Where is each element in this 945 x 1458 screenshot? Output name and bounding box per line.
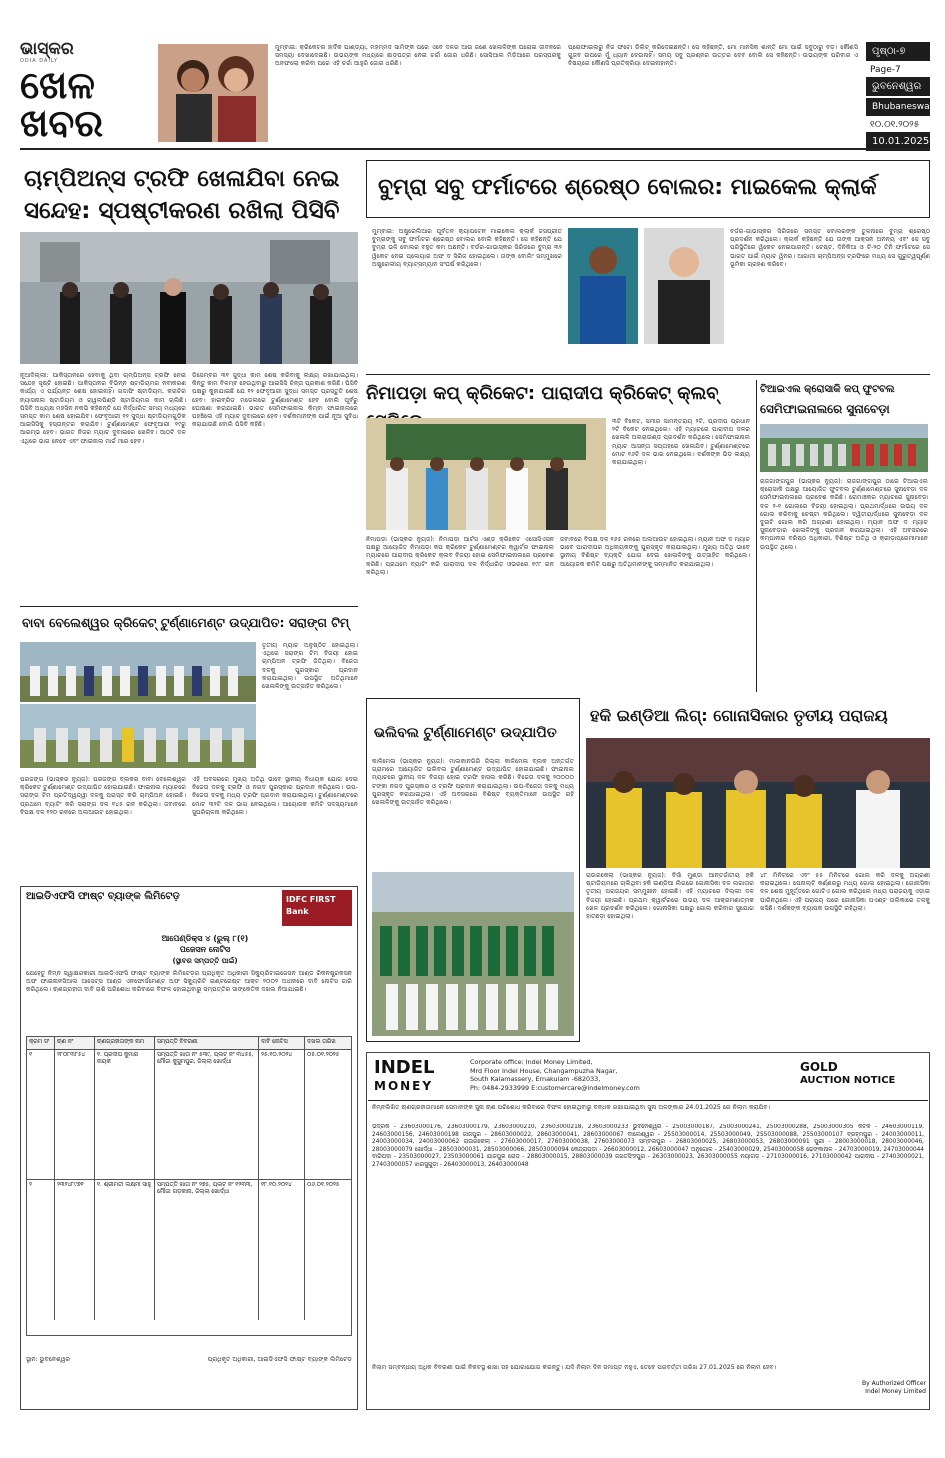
indel-title-2: AUCTION NOTICE: [800, 1075, 896, 1086]
idfc-notice-type: ପଜେସନ ନୋଟିସ: [179, 945, 231, 954]
indel-intro: ନିମ୍ନଲିଖିତ ଋଣଗ୍ରହୀତାମାନେ ସେମାନଙ୍କ ସୁନା ଋଣ ପରିଶୋଧ କରିବାରେ ବିଫଳ ହୋଇଥିବାରୁ ବନ୍ଧକ ରଖାଯାଇଥିବା ସୁନା ଅଳଙ୍କାର 24.01.2025 ରେ ନିଲାମ କରାଯିବ।: [372, 1104, 771, 1111]
date-odia: ୧୦.୦୧.୨୦୨୫: [870, 120, 920, 130]
page-number-en: Page-7: [870, 65, 901, 75]
idfc-table-header: [27, 1037, 351, 1050]
idfc-cell: ୨୩୨୪୮୯୭୧: [55, 1180, 95, 1320]
story3-headline: ନିମାପଡ଼ା କପ୍ କ୍ରିକେଟ: ପାରାଦୀପ କ୍ରିକେଟ୍ କ୍ଲବ୍: [366, 383, 719, 404]
indel-logo: [374, 1058, 460, 1098]
story4-headline-2: ସେମିଫାଇନାଲରେ ସୁନାବେଡ଼ା: [760, 402, 890, 416]
table-row: [27, 1180, 351, 1320]
story5-photo-1: [20, 642, 256, 702]
section-name: ଖେଳ: [20, 63, 95, 107]
story2-headline: ବୁମ୍ରା ସବୁ ଫର୍ମାଟରେ ଶ୍ରେଷ୍ଠ ବୋଲର: ମାଇକେଲ କ୍ଲାର୍କ: [378, 175, 877, 200]
indel-list: ଭଦ୍ରକ - 23603000176, 23603000179, 23603000210, 23603000218, 23603000233 ଭୁବନେଶ୍ୱର - 25003000187, 25003000241, 25003000288, 25003000305 କଟକ - 24603000119, 24603000156, 24603000198 ଜାଜପୁର - 28603000022, 28603000041, 28603000067 ବାଲେଶ୍ୱର - 25503000014, 25503000049, 25503000088, 25503000107 ବ୍ରହ୍ମପୁର - 24003000011, 24003000034, 24003000062 ରାଉରକେଲା - 27603000017, 27603000038, 27603000073 ସମ୍ବଲପୁର - 26803000025, 26803000053, 26803000091 ପୁରୀ - 28003000018, 28003000046, 28003000079 ଖୋର୍ଦ୍ଧା - 28503000031, 28503000066, 28503000094 କେନ୍ଦ୍ରାପଡ଼ା - 26603000012, 26603000047 ଅନୁଗୋଳ - 25403000029, 25403000058 ଢେଙ୍କାନାଳ - 24703000019, 24703000044 ବାରିପଦା - 23503000027, 23503000061 ଯାଜପୁର ରୋଡ - 28803000015, 28803000039 ଜଗତସିଂହପୁର - 26303000023, 26303000055 ନୟାଗଡ଼ - 27103000016, 27103000042 ପାରାଦୀପ - 27403000021, 27403000057 ଝାରସୁଗୁଡ଼ା - 26403000013, 26403000048: [372, 1124, 924, 1168]
story5-body-left: ପରଜଙ୍ଗ (ଭାସ୍କର ନ୍ୟୁଜ): ପରଜଙ୍ଗ ବ୍ଲକର ବାବା ବେଲେଶ୍ୱର କ୍ରିକେଟ ଟୁର୍ଣ୍ଣାମେଣ୍ଟ ଉଦ୍ଯାପିତ ହୋଇଯାଇଛି। ଫାଇନାଲ ମ୍ୟାଚରେ ସରାଙ୍ଗ ଟିମ ପ୍ରତିଦ୍ୱନ୍ଦ୍ୱୀ ଦଳକୁ ପରାସ୍ତ କରି ଚାମ୍ପିଅନ ହୋଇଛି। ପ୍ରଥମେ ବ୍ୟାଟିଂ କରି ସରାଙ୍ଗ ଦଳ ୧୪୫ ରନ କରିଥିଲା। ଜବାବରେ ବିପକ୍ଷ ଦଳ ୧୨୦ ରନରେ ଅଲଆଉଟ ହୋଇଥିଲା।: [20, 776, 186, 816]
indel-company-line: Corporate office: Indel Money Limited,: [470, 1058, 593, 1066]
story7-body-left: ରାଉରକେଲା (ଭାସ୍କର ନ୍ୟୁଜ): ବିର୍ସା ମୁଣ୍ଡା ଆନ୍ତର୍ଜାତୀୟ ହକି ଷ୍ଟାଡିୟମରେ ଚାଲିଥିବା ହକି ଇଣ୍ଡିଆ ଲିଗରେ ଗୋନାସିକା ଦଳ ଲଗାତାର ତୃତୀୟ ପରାଜୟର ସମ୍ମୁଖୀନ ହୋଇଛି। ଏହି ମ୍ୟାଚରେ ଦିଲ୍ଲୀ ଦଳ ବିଜୟୀ ହୋଇଛି। ପ୍ରଥମ କ୍ୱାର୍ଟରରେ ଉଭୟ ଦଳ ଆକ୍ରମଣାତ୍ମକ ଖେଳ ପ୍ରଦର୍ଶନ କରିଥିଲେ। ଗୋନାସିକା ପକ୍ଷରୁ ଗୋଲ କରିବାର ସୁଯୋଗ ହାତଛଡ଼ା ହୋଇଥିଲା।: [586, 872, 754, 921]
indel-contact: Ph: 0484-2933999 E:customercare@indelmoney.com: [470, 1083, 640, 1092]
bumrah-photo: [568, 228, 638, 344]
story7-headline: ହକି ଇଣ୍ଡିଆ ଲିଗ୍: ଗୋନାସିକାର ତୃତୀୟ ପରାଜୟ: [590, 706, 888, 725]
idfc-cell: ୨: [27, 1180, 55, 1320]
masthead: [20, 40, 152, 144]
indel-sign-2: Indel Money Limited: [865, 1388, 926, 1395]
stadium-visit-photo: [20, 232, 358, 364]
hockey-match-photo: [586, 738, 930, 868]
top-story-col-2: ପ୍ରୋଫାଇଲରୁ ନିଜ ଫଟୋ ଡିଲିଟ୍ କରିଦେଇଛନ୍ତି। ସେ କହିଛନ୍ତି, ମୋ ମାନସିକ ଶାନ୍ତି ମୋ ପାଇଁ ସବୁଠାରୁ ବଡ଼। କୌଣସି ଗୁଜବ ଉପରେ ମୁଁ ଧ୍ୟାନ ଦେଉନାହିଁ। ସମୟ ସବୁ ପ୍ରଶ୍ନର ଉତ୍ତର ଦେବ ବୋଲି ସେ କହିଛନ୍ତି। ଉଭୟଙ୍କ ପରିବାର ଏ ବିଷୟରେ କୌଣସି ପ୍ରତିକ୍ରିୟା ଦେଇନାହାନ୍ତି।: [568, 44, 858, 68]
indel-address-1: Mrd Floor Indel House, Changampuzha Nagar,: [470, 1066, 618, 1075]
idfc-logo-text: IDFC FIRST Bank: [286, 895, 336, 916]
story1-body-left: ନୂଆଦିଲ୍ଲୀ: ପାକିସ୍ତାନରେ ହେବାକୁ ଥିବା ଚାମ୍ପିଅନ୍ସ ଟ୍ରଫି ନେଇ ସନ୍ଦେହ ସୃଷ୍ଟି ହୋଇଛି। ପାକିସ୍ତାନର ବିଭିନ୍ନ ଷ୍ଟାଡିୟମର ନବୀକରଣ କାର୍ଯ୍ୟ ଏ ପର୍ଯ୍ୟନ୍ତ ଶେଷ ହୋଇନାହିଁ। ଗଦ୍ଦାଫି ଷ୍ଟାଡିୟମ, କରାଚିର ନ୍ୟାସନାଲ ଷ୍ଟାଡିୟମ ଓ ରାୱଲପିଣ୍ଡି ଷ୍ଟାଡିୟମର କାମ ଚାଲିଛି। ପିସିବି ଅଧ୍ୟକ୍ଷ ମହସିନ ନକଭି କହିଛନ୍ତି ଯେ ନିର୍ଦ୍ଧାରିତ ସମୟ ମଧ୍ୟରେ ସମସ୍ତ କାମ ଶେଷ ହୋଇଯିବ। ଫେବୃଆରୀ ୧୨ ସୁଦ୍ଧା ଷ୍ଟାଡିୟମଗୁଡ଼ିକ ଆଇସିସିକୁ ହସ୍ତାନ୍ତର କରାଯିବ। ଟୁର୍ଣ୍ଣାମେଣ୍ଟ ଫେବୃଆରୀ ୧୯ରୁ ଆରମ୍ଭ ହେବ। ଭାରତ ନିଜର ମ୍ୟାଚ ଦୁବାଇରେ ଖେଳିବ। ଆଠଟି ଦଳ ଏଥିରେ ଭାଗ ନେବେ ଏବଂ ଫାଇନାଲ ମାର୍ଚ୍ଚ ୯ରେ ହେବ।: [20, 372, 186, 445]
idfc-cell: ୧: [27, 1050, 55, 1179]
story6-headline: ଭଲିବଲ ଟୁର୍ଣ୍ଣାମେଣ୍ଟ ଉଦ୍ଯାପିତ: [374, 725, 557, 741]
idfc-th-3: ସମ୍ପତ୍ତି ବିବରଣୀ: [155, 1037, 259, 1049]
page-number-odia: ପୃଷ୍ଠା-୭: [866, 42, 930, 61]
story5-body-right: ଏହି ଅବସରରେ ମୁଖ୍ୟ ଅତିଥି ଭାବେ ସ୍ଥାନୀୟ ବିଧାୟକ ଯୋଗ ଦେଇ ବିଜେତା ଦଳକୁ ଟ୍ରଫି ଓ ନଗଦ ପୁରସ୍କାର ପ୍ରଦାନ କରିଥିଲେ। ଉପ-ବିଜେତା ଦଳକୁ ମଧ୍ୟ ଟ୍ରଫି ପ୍ରଦାନ କରାଯାଇଥିଲା। ଟୁର୍ଣ୍ଣାମେଣ୍ଟରେ ମୋଟ ୩୨ଟି ଦଳ ଭାଗ ନେଇଥିଲେ। ଆୟୋଜକ କମିଟି ସଦସ୍ୟମାନେ ସୁପରିଚାଳନା କରିଥିଲେ।: [192, 776, 358, 816]
brand-subtitle: ODIA DAILY: [20, 58, 59, 64]
story3-body-right: ୩ଟି ବିକେଟ, ସମୀର ସାମନ୍ତରାୟ ୨ଟି, ପ୍ରଦୀପ ପ୍ରଧାନ ୨ଟି ବିକେଟ ନେଇଥିଲେ। ଏହି ମ୍ୟାଚରେ ପାରାଦୀପ ଦଳର ଖେଳାଳି ଅଲରାଉଣ୍ଡ ପ୍ରଦର୍ଶନ କରିଥିଲେ। ସେମିଫାଇନାଲ ମ୍ୟାଚ ଆସନ୍ତା ସପ୍ତାହରେ ଖେଳାଯିବ। ଟୁର୍ଣ୍ଣାମେଣ୍ଟରେ ମୋଟ ୧୬ଟି ଦଳ ଭାଗ ନେଇଥିଲେ। ଦର୍ଶକଙ୍କ ଭିଡ଼ ଲକ୍ଷ୍ୟ କରାଯାଇଥିଲା।: [612, 418, 750, 467]
idfc-cell: ୧୮.୧୦.୨୦୨୪: [259, 1180, 305, 1320]
masthead-rule: [20, 148, 930, 150]
brand-logo: ଭାସ୍କର: [20, 39, 74, 59]
indel-address: [470, 1058, 770, 1092]
idfc-th-1: ଋଣ ନଂ: [55, 1037, 95, 1049]
idfc-th-4: ଦାବି ନୋଟିସ: [259, 1037, 305, 1049]
idfc-th-2: ଋଣଗ୍ରହୀତାଙ୍କ ନାମ: [95, 1037, 155, 1049]
idfc-cell: ସମ୍ପତ୍ତି ଖାତା ନଂ ୫୩୯, ପ୍ଲଟ ନଂ ୩୪୫୫, ମୌଜା କୁସୁମପୁର, ଜିଲ୍ଲା ଖୋର୍ଦ୍ଧା: [155, 1050, 259, 1179]
indel-footer: ନିଲାମ ସମ୍ବନ୍ଧୀୟ ଅଧିକ ବିବରଣୀ ପାଇଁ ନିକଟସ୍ଥ ଶାଖା ସହ ଯୋଗାଯୋଗ କରନ୍ତୁ। ଯଦି ନିଲାମ ଦିନ ସମାପ୍ତ ନହୁଏ, ତେବେ ପରବର୍ତ୍ତୀ ତାରିଖ 27.01.2025 ରେ ନିଲାମ ହେବ।: [372, 1364, 777, 1371]
idfc-cell: ୨୮୦୮୩୮୫୪: [55, 1050, 95, 1179]
story1-headline-1: ଚାମ୍ପିଅନ୍ସ ଟ୍ରଫି ଖେଳାଯିବା ନେଇ: [24, 166, 340, 192]
story4-body: ରାଜଗାଙ୍ଗପୁର (ଭାସ୍କର ନ୍ୟୁଜ): ରାଜଗାଙ୍ଗପୁର ଠାରେ ଟିଆଇଏଲ କ୍ରୋସାକି ପକ୍ଷରୁ ଆୟୋଜିତ ଫୁଟବଲ ଟୁର୍ଣ୍ଣାମେଣ୍ଟରେ ସୁନାବେଡ଼ା ଦଳ ସେମିଫାଇନାଲରେ ପ୍ରବେଶ କରିଛି। ରୋମାଞ୍ଚକର ମ୍ୟାଚରେ ସୁନାବେଡ଼ା ଦଳ ୨-୧ ଗୋଲରେ ବିଜୟୀ ହୋଇଥିଲା। ପ୍ରଥମାର୍ଦ୍ଧରେ ଉଭୟ ଦଳ ଗୋଲ କରିବାକୁ ଚେଷ୍ଟା କରିଥିଲେ। ଦ୍ୱିତୀୟାର୍ଦ୍ଧରେ ସୁନାବେଡ଼ା ଦଳ ଦୁଇଟି ଗୋଲ କରି ଅଗ୍ରଣୀ ହୋଇଥିଲା। ମ୍ୟାନ ଅଫ ଦ ମ୍ୟାଚ ସୁନାବେଡ଼ାର ଖେଳାଳିଙ୍କୁ ପ୍ରଦାନ କରାଯାଇଥିଲା। ଏହି ଅବସରରେ କମ୍ପାନୀର ବରିଷ୍ଠ ଅଧିକାରୀ, ବିଶିଷ୍ଟ ଅତିଥି ଓ କ୍ରୀଡ଼ାପ୍ରେମୀମାନେ ଉପସ୍ଥିତ ଥିଲେ।: [760, 478, 928, 551]
couple-photo: [158, 44, 268, 142]
football-team-photo: [760, 424, 928, 472]
idfc-cell: ୧. ପ୍ରଦୀପ କୁମାର ନାୟକ: [95, 1050, 155, 1179]
idfc-appendix: ଆପେଣ୍ଡିକ୍ସ ୪ (ରୁଲ୍ ୮(୧): [161, 934, 249, 943]
trophy-team-photo: [20, 642, 256, 702]
story7-photo: [586, 738, 930, 868]
date-en: 10.01.2025: [866, 132, 930, 151]
story2-body-left: ମୁମ୍ବାଇ: ଅଷ୍ଟ୍ରେଲିଆର ପୂର୍ବତନ କ୍ୟାପଟେନ ମାଇକେଲ କ୍ଲାର୍କ ଜସପ୍ରୀତ ବୁମ୍ରାଙ୍କୁ ସବୁ ଫର୍ମାଟର ଶ୍ରେଷ୍ଠ ବୋଲର ବୋଲି କହିଛନ୍ତି। ସେ କହିଛନ୍ତି ଯେ ବୁମ୍ରା ଭଳି ବୋଲର ବହୁତ କମ ଅଛନ୍ତି। ବର୍ଡର-ଗାଭାସ୍କର ସିରିଜରେ ବୁମ୍ରା ୩୨ ୱିକେଟ ନେଇ ପ୍ଲେୟାର ଅଫ ଦ ସିରିଜ ହୋଇଥିଲେ। ତାଙ୍କ ବୋଲିଂ ସମ୍ମୁଖରେ ଅଷ୍ଟ୍ରେଲୀୟ ବ୍ୟାଟ୍ସମ୍ୟାନ ସଂଘର୍ଷ କରିଥିଲେ।: [372, 228, 562, 268]
indel-sign-1: By Authorized Officer: [862, 1380, 926, 1387]
idfc-th-5: ଦଖଲ ତାରିଖ: [307, 1039, 336, 1045]
rule-left-1: [20, 606, 358, 607]
indel-logo-2: MONEY: [374, 1079, 434, 1093]
volleyball-team-photo: [372, 872, 574, 1036]
idfc-logo: [282, 890, 352, 926]
idfc-body: ଯେହେତୁ ନିମ୍ନ ସ୍ୱାକ୍ଷରକାରୀ ଆଇଡିଏଫସି ଫାଷ୍ଟ ବ୍ୟାଙ୍କ ଲିମିଟେଡ଼ର ପ୍ରାଧିକୃତ ଅଧିକାରୀ ସିକ୍ୟୁରିଟାଇଜେସନ ଆଣ୍ଡ ରିକନଷ୍ଟ୍ରକସନ ଅଫ ଫାଇନାନସିଆଲ ଆସେଟ୍ସ ଆଣ୍ଡ ଏନଫୋର୍ସମେଣ୍ଟ ଅଫ ସିକ୍ୟୁରିଟି ଇଣ୍ଟରେଷ୍ଟ ଆକ୍ଟ ୨୦୦୨ ଅଧୀନରେ ଦାବି ନୋଟିସ ଜାରି କରିଥିଲେ। ଋଣଗ୍ରହୀତା ଦାବି ରାଶି ପରିଶୋଧ କରିବାରେ ବିଫଳ ହୋଇଥିବାରୁ ସମ୍ପତ୍ତିର ସାଙ୍କେତିକ ଦଖଲ ନିଆଯାଇଛି।: [26, 970, 352, 994]
story2-photo-clarke: [644, 228, 724, 344]
city-en: Bhubaneswar: [866, 98, 930, 116]
idfc-footer: ସ୍ଥାନ: ଭୁବନେଶ୍ୱର: [26, 1356, 71, 1363]
indel-logo-1: INDEL: [374, 1057, 435, 1078]
story1-headline-2: ସନ୍ଦେହ: ସ୍ପଷ୍ଟୀକରଣ ରଖିଲା ପିସିବି: [24, 198, 340, 224]
idfc-cell: ସମ୍ପତ୍ତି ଖାତା ନଂ ୨୭୫, ପ୍ଲଟ ନଂ ୧୨୩୩, ମୌଜା ଗଡ଼କାନା, ଜିଲ୍ଲା ଖୋର୍ଦ୍ଧା: [155, 1180, 259, 1320]
story4-headline-1: ଟିଆଇଏଲ କ୍ରୋସାକି କପ୍ ଫୁଟବଲ: [760, 384, 895, 395]
section-name-2: ଖବର: [20, 101, 104, 145]
idfc-cell: ୦୬.୦୧.୨୦୨୫: [307, 1181, 340, 1188]
page-label: [866, 42, 934, 147]
idfc-cell: ୧. ଶ୍ରୀମତୀ ଲକ୍ଷ୍ମୀ ସାହୁ: [95, 1180, 155, 1320]
indel-sign: [848, 1380, 926, 1396]
cricket-club-photo: [366, 418, 606, 530]
story7-body-right: ୪୮ ମିନିଟରେ ଏବଂ ୫୫ ମିନିଟରେ ଗୋଲ କରି ଦଳକୁ ଅଗ୍ରଣୀ କରାଇଥିଲେ। ପେନାଲ୍ଟି କର୍ଣ୍ଣରରୁ ମଧ୍ୟ ଗୋଲ ହୋଇଥିଲା। ଗୋନାସିକା ଦଳ ଶେଷ ମୁହୂର୍ତ୍ତରେ ଗୋଟିଏ ଗୋଲ କରିଥିଲେ ମଧ୍ୟ ପରାଜୟକୁ ଏଡ଼ାଇ ପାରିନଥିଲେ। ଏହି ପରାଜୟ ପରେ ଗୋନାସିକା ପଏଣ୍ଟ ତାଲିକାରେ ତଳକୁ ଖସିଛି। ଦର୍ଶକଙ୍କ ବ୍ୟାପକ ଉପସ୍ଥିତି ରହିଥିଲା।: [760, 872, 930, 912]
clarke-photo: [644, 228, 724, 344]
story6-photo: [372, 872, 574, 1036]
story3-body-left: ନିମାପଡ଼ା (ଭାସ୍କର ନ୍ୟୁଜ): ନିମାପଡ଼ା ଆର୍ଟସ ଏଣ୍ଡ କ୍ରିକେଟ ଏସୋସିଏସନ ପକ୍ଷରୁ ଆୟୋଜିତ ନିମାପଡ଼ା କପ କ୍ରିକେଟ ଟୁର୍ଣ୍ଣାମେଣ୍ଟର କ୍ୱାର୍ଟର ଫାଇନାଲ ମ୍ୟାଚରେ ପାରାଦୀପ କ୍ରିକେଟ କ୍ଲବ ବିଜୟୀ ହୋଇ ସେମିଫାଇନାଲରେ ପ୍ରବେଶ କରିଛି। ପ୍ରଥମେ ବ୍ୟାଟିଂ କରି ପାରାଦୀପ ଦଳ ନିର୍ଦ୍ଧାରିତ ଓଭରରେ ୧୯୮ ରନ କରିଥିଲା।: [366, 536, 554, 576]
idfc-sign: ପ୍ରାଧିକୃତ ଅଧିକାରୀ, ଆଇଡିଏଫସି ଫାଷ୍ଟ ବ୍ୟାଙ୍କ ଲିମିଟେଡ଼: [207, 1356, 352, 1363]
indel-title: [800, 1060, 926, 1088]
idfc-cell: ୦୫.୦୧.୨୦୨୫: [307, 1051, 340, 1058]
story1-body-right: ଡିସେମ୍ବର ୩୧ ସୁଦ୍ଧା କାମ ଶେଷ କରିବାକୁ ଲକ୍ଷ୍ୟ ରଖାଯାଇଥିଲା। କିନ୍ତୁ କାମ ବିଳମ୍ବ ହେଉଥିବାରୁ ଆଇସିସି ଚିନ୍ତା ପ୍ରକାଶ କରିଛି। ପିସିବି ପକ୍ଷରୁ କୁହାଯାଇଛି ଯେ ୧୨ ଫେବୃଆରୀ ସୁଦ୍ଧା ସମସ୍ତ ପ୍ରସ୍ତୁତି ଶେଷ ହେବ। ହାଇବ୍ରିଡ ମଡେଲରେ ଟୁର୍ଣ୍ଣାମେଣ୍ଟ ହେବ ବୋଲି ପୂର୍ବରୁ ଘୋଷଣା କରାଯାଇଛି। ଭାରତ ସେମିଫାଇନାଲ କିମ୍ବା ଫାଇନାଲରେ ପହଞ୍ଚିଲେ ଏହି ମ୍ୟାଚ ଦୁବାଇରେ ହେବ। ଦର୍ଶକମାନଙ୍କ ପାଇଁ ନୂଆ ସୁବିଧା କରାଯାଉଛି ବୋଲି ପିସିବି କହିଛି।: [192, 372, 358, 429]
indel-address-2: South Kalamassery, Ernakulam -682033,: [470, 1075, 601, 1083]
story2-photo-bumrah: [568, 228, 638, 344]
story5-headline: ବାବା ବେଲେଶ୍ୱର କ୍ରିକେଟ୍ ଟୁର୍ଣ୍ଣାମେଣ୍ଟ ଉଦ୍ଯାପିତ: ସରାଙ୍ଗ ଟିମ୍: [22, 615, 350, 630]
story5-photo-2: [20, 704, 256, 768]
idfc-notice-sub: (ସ୍ଥାବର ସମ୍ପତ୍ତି ପାଇଁ): [172, 957, 238, 965]
story5-body-side: ତୃତୀୟ ମ୍ୟାଚ ଅନୁଷ୍ଠିତ ହୋଇଥିଲା। ଏଥିରେ ସରାଙ୍ଗ ଟିମ ବିଜୟୀ ହୋଇ ଚାମ୍ପିଅନ ଟ୍ରଫି ଜିତିଥିଲା। ବିଜେତା ଦଳକୁ ପୁରସ୍କାର ପ୍ରଦାନ କରାଯାଇଥିଲା। ଉପସ୍ଥିତ ଅତିଥିମାନେ ଖେଳାଳିଙ୍କୁ ଉତ୍ସାହିତ କରିଥିଲେ।: [262, 642, 358, 691]
story6-body: କାଳିମେଳା (ଭାସ୍କର ନ୍ୟୁଜ): ମାଲକାନଗିରି ଜିଲ୍ଲା କାଳିମେଳା ବ୍ଲକ ଅନ୍ତର୍ଗତ ଗ୍ରାମରେ ଆୟୋଜିତ ଭଲିବଲ ଟୁର୍ଣ୍ଣାମେଣ୍ଟ ଉଦ୍ଯାପିତ ହୋଇଯାଇଛି। ଫାଇନାଲ ମ୍ୟାଚରେ ସ୍ଥାନୀୟ ଦଳ ବିଜୟୀ ହୋଇ ଟ୍ରଫି ହାସଲ କରିଛି। ବିଜେତା ଦଳକୁ ୨୦୦୦୦ ଟଙ୍କା ନଗଦ ପୁରସ୍କାର ଓ ଟ୍ରଫି ପ୍ରଦାନ କରାଯାଇଥିଲା। ଉପ-ବିଜେତା ଦଳକୁ ମଧ୍ୟ ପୁରସ୍କୃତ କରାଯାଇଥିଲା। ଏହି ଅବସରରେ ବିଶିଷ୍ଟ ବ୍ୟକ୍ତିମାନେ ଉପସ୍ଥିତ ରହି ଖେଳାଳିଙ୍କୁ ଉତ୍ସାହିତ କରିଥିଲେ।: [372, 758, 574, 807]
idfc-table: [26, 1036, 352, 1336]
cricket-players-photo: [20, 704, 256, 768]
story3-photo: [366, 418, 606, 530]
top-story-photo: [158, 44, 268, 142]
story2-body-right: ବର୍ଡର-ଗାଭାସ୍କର ସିରିଜରେ ସମସ୍ତ ବୋଲରଙ୍କ ତୁଳନାରେ ବୁମ୍ରା ଶ୍ରେଷ୍ଠ ପ୍ରଦର୍ଶନ କରିଥିଲେ। କ୍ଲାର୍କ କହିଛନ୍ତି ଯେ ତାଙ୍କ ଆକ୍ସନ ଅନନ୍ୟ ଏବଂ ସେ ସବୁ ପରିସ୍ଥିତିରେ ୱିକେଟ ନେଇପାରନ୍ତି। ଟେଷ୍ଟ, ଦିନିକିଆ ଓ ଟି-୨୦ ତିନି ଫର୍ମାଟରେ ସେ ଭାରତ ପାଇଁ ମ୍ୟାଚ ୱିନର। ଆଗାମୀ ଚାମ୍ପିଅନ୍ସ ଟ୍ରଫିରେ ମଧ୍ୟ ସେ ଗୁରୁତ୍ୱପୂର୍ଣ୍ଣ ଭୂମିକା ଗ୍ରହଣ କରିବେ।: [730, 228, 930, 268]
table-row: [27, 1050, 351, 1180]
top-story-col-1: ମୁମ୍ବାଇ: କ୍ରିକେଟର ହାର୍ଦିକ ପାଣ୍ଡ୍ୟା, ମହମ୍ମଦ ସାମିଙ୍କ ପରେ ଏବେ ଦଳର ଆଉ ଜଣେ ଖେଳାଳିଙ୍କ ଘରୋଇ ଜୀବନରେ ସମସ୍ୟା ଦେଖାଦେଇଛି। ଉଭୟଙ୍କ ମଧ୍ୟରେ ଛାଡ଼ପତ୍ର ନେଇ ଚର୍ଚ୍ଚା ଜୋର ଧରିଛି। ସୋସିଆଲ ମିଡ଼ିଆରେ ପରସ୍ପରକୁ ଅନଫଲୋ କରିବା ପରେ ଏହି ଚର୍ଚ୍ଚା ଆହୁରି ଜୋର ଧରିଛି।: [275, 44, 561, 68]
idfc-cell: ୨୫.୧୦.୨୦୨୪: [259, 1050, 305, 1179]
story3-body-mid: ଜବାବରେ ବିପକ୍ଷ ଦଳ ୧୬୫ ରନରେ ଅଲଆଉଟ ହୋଇଥିଲା। ମ୍ୟାନ ଅଫ ଦ ମ୍ୟାଚ ଭାବେ ପାରାଦୀପର ଅଧିନାୟକଙ୍କୁ ପୁରସ୍କୃତ କରାଯାଇଥିଲା। ମୁଖ୍ୟ ଅତିଥି ଭାବେ ସ୍ଥାନୀୟ ବିଶିଷ୍ଟ ବ୍ୟକ୍ତି ଯୋଗ ଦେଇ ଖେଳାଳିଙ୍କୁ ଉତ୍ସାହିତ କରିଥିଲେ। ଆୟୋଜକ କମିଟି ପକ୍ଷରୁ ଅତିଥିମାନଙ୍କୁ ସମ୍ମାନିତ କରାଯାଇଥିଲା।: [560, 536, 750, 568]
indel-title-1: GOLD: [800, 1060, 838, 1074]
indel-rule: [368, 1100, 928, 1101]
story4-photo: [760, 424, 928, 472]
story1-photo: [20, 232, 358, 364]
idfc-company-name: ଆଇଡିଏଫସି ଫାଷ୍ଟ ବ୍ୟାଙ୍କ ଲିମିଟେଡ଼: [26, 891, 180, 902]
city-odia: ଭୁବନେଶ୍ୱର: [866, 77, 930, 96]
rule-mid-1: [366, 374, 930, 375]
idfc-th-0: କ୍ରମ ସଂ: [27, 1037, 55, 1049]
